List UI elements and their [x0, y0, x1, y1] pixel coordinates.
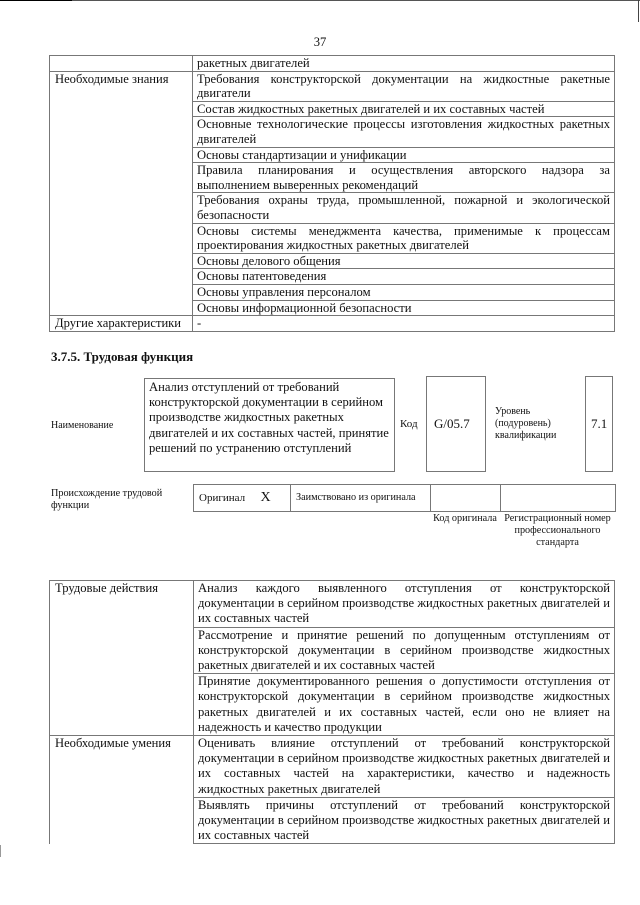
other-characteristics-label: Другие характеристики: [50, 316, 193, 332]
knowledge-item: Основные технологические процессы изготовления жидкостных ракетных двигателей: [193, 117, 615, 147]
knowledge-item: Правила планирования и осуществления авторского надзора за выполнением выверенных рекомендаций: [193, 163, 615, 193]
continued-row-value: ракетных двигателей: [193, 56, 615, 72]
scan-edge-left: [0, 845, 1, 857]
function-name-box: Анализ отступлений от требований конструкторской документации в серийном производстве жидкостных ракетных двигателей и их составных частей, принятие решений по устранению отступлений: [144, 378, 395, 472]
knowledge-item: Состав жидкостных ракетных двигателей и их составных частей: [193, 101, 615, 117]
table-row-continued: [50, 56, 615, 72]
labor-action-item: Анализ каждого выявленного отступления от конструкторской документации в серийном производстве жидкостных ракетных двигателей и их составных частей: [194, 581, 615, 628]
knowledge-item: Требования охраны труда, промышленной, пожарной и экологической безопасности: [193, 193, 615, 223]
labor-actions-label: Трудовые действия: [50, 581, 194, 736]
skills-label: Необходимые умения: [50, 736, 194, 844]
knowledge-item: Основы системы менеджмента качества, применимые к процессам проектирования жидкостных ракетных двигателей: [193, 223, 615, 253]
name-label: Наименование: [51, 420, 114, 431]
scan-edge-top-dark: [0, 0, 72, 1]
origin-label: Происхождение трудовой функции: [51, 488, 163, 511]
knowledge-item: Требования конструкторской документации на жидкостные ракетные двигатели: [193, 71, 615, 101]
skill-item: Выявлять причины отступлений от требований конструкторской документации в серийном производстве жидкостных ракетных двигателей и их составных частей: [194, 797, 615, 844]
skill-item: Оценивать влияние отступлений от требований конструкторской документации в серийном производстве жидкостных ракетных двигателей и их составных частей на характеристики, качество и надежность жидкостных ракетных двигателей: [194, 736, 615, 798]
original-code-field: [431, 485, 501, 512]
knowledge-item: Основы стандартизации и унификации: [193, 147, 615, 163]
scan-edge-top: [0, 0, 640, 1]
continued-row-label: [50, 56, 193, 72]
table-row: [50, 71, 615, 101]
knowledge-item: Основы управления персоналом: [193, 284, 615, 300]
original-label: Оригинал: [194, 485, 256, 512]
reg-number-caption: Регистрационный номер профессионального стандарта: [504, 513, 611, 549]
knowledge-table: [49, 55, 615, 332]
original-code-caption: Код оригинала: [433, 513, 497, 524]
qualification-level-label: Уровень (подуровень) квалификации: [495, 406, 557, 441]
function-code-box: G/05.7: [426, 376, 486, 472]
knowledge-item: Основы патентоведения: [193, 269, 615, 285]
actions-table: [49, 580, 615, 844]
knowledge-item: Основы информационной безопасности: [193, 300, 615, 316]
knowledge-label: Необходимые знания: [50, 71, 193, 316]
other-characteristics-value: -: [193, 316, 615, 332]
labor-action-item: Рассмотрение и принятие решений по допущенным отступлениям от конструкторской документации в серийном производстве жидкостных ракетных двигателей и их составных частей: [194, 627, 615, 674]
code-label: Код: [400, 418, 418, 430]
table-row: [50, 581, 615, 628]
page-number: 37: [313, 35, 327, 49]
qualification-level-box: 7.1: [585, 376, 613, 472]
borrowed-label: Заимствовано из оригинала: [291, 485, 431, 512]
scan-edge-right: [638, 0, 639, 22]
labor-action-item: Принятие документированного решения о допустимости отступления от конструкторской документации в серийном производстве жидкостных ракетных двигателей и их составных частей, если оно не влияет на надежность и качество продукции: [194, 674, 615, 736]
section-title: 3.7.5. Трудовая функция: [51, 349, 194, 364]
origin-table: [193, 484, 616, 512]
reg-number-field: [501, 485, 616, 512]
table-row-other: [50, 316, 615, 332]
origin-row: [194, 485, 616, 512]
knowledge-item: Основы делового общения: [193, 253, 615, 269]
original-mark: X: [256, 485, 291, 512]
table-row: [50, 736, 615, 798]
